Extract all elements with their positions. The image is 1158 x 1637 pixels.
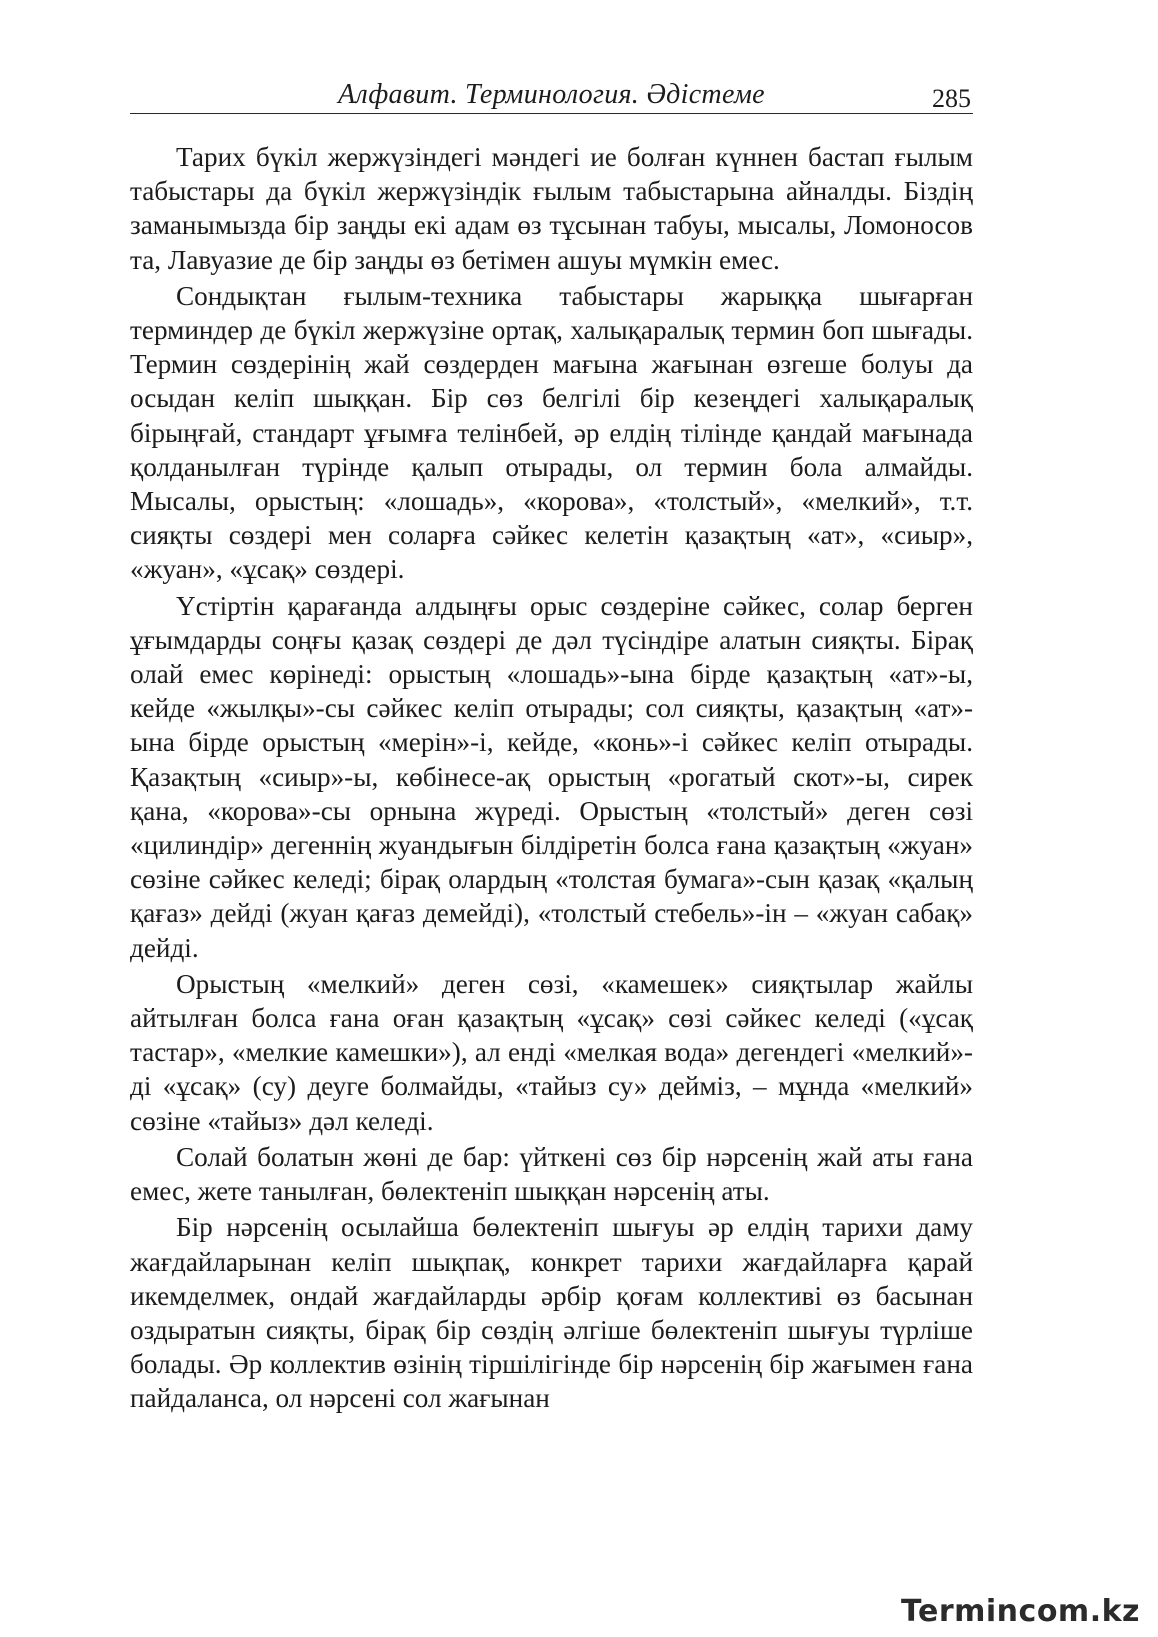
paragraph: Сондықтан ғылым-техника табыстары жарыққа шығарған терминдер де бүкіл жержүзіне ортақ, халықаралық термин боп шығады. Термин сөздерінің жай сөздерден мағына жағынан өзгеше болуы да осыдан келіп шыққан. Бір сөз белгілі бір кезеңдегі халықаралық бірыңғай, стандарт ұғымға телінбей, әр елдің тілінде қандай мағынада қолданылған түрінде қалып отырады, ол термин бола алмайды. Мысалы, орыстың: «лошадь», «корова», «толстый», «мелкий», т.т. сияқты сөздері мен соларға сәйкес келетін қазақтың «ат», «сиыр», «жуан», «ұсақ» сөздері. (130, 280, 973, 585)
body-text (130, 140, 973, 1416)
paragraph: Тарих бүкіл жержүзіндегі мәндегі ие болған күннен бастап ғылым табыстары да бүкіл жержүзіндік ғылым табыстарына айналды. Біздің заманымызда бір заңды екі адам өз тұсынан табуы, мысалы, Ломоносов та, Лавуазие де бір заңды өз бетімен ашуы мүмкін емес. (130, 142, 973, 275)
paragraph: Солай болатын жөні де бар: үйткені сөз бір нәрсенің жай аты ғана емес, жете танылған, бөлектеніп шыққан нәрсенің аты. (130, 1141, 973, 1207)
watermark-logo: Termincom.kz (901, 1594, 1140, 1629)
paragraph: Бір нәрсенің осылайша бөлектеніп шығуы әр елдің тарихи даму жағдайларынан келіп шықпақ, конкрет тарихи жағдайларға қарай икемделмек, ондай жағдайларды әрбір қоғам коллективі өз басынан оздыратын сияқты, бірақ бір сөздің әлгіше бөлектеніп шығуы түрліше болады. Әр коллектив өзінің тіршілігінде бір нәрсенің бір жағымен ғана пайдаланса, ол нәрсені сол жағынан (130, 1212, 973, 1414)
running-header (130, 76, 973, 114)
page-number: 285 (932, 84, 971, 113)
paragraph: Үстіртін қарағанда алдыңғы орыс сөздеріне сәйкес, солар берген ұғымдарды соңғы қазақ сөздері де дәл түсіндіре алатын сияқты. Бірақ олай емес көрінеді: орыстың «лошадь»-ына бірде қазақтың «ат»-ы, кейде «жылқы»-сы сәйкес келіп отырады; сол сияқты, қазақтың «ат»-ына бірде орыстың «мерін»-і, кейде, «конь»-і сәйкес келіп отырады. Қазақтың «сиыр»-ы, көбінесе-ақ орыстың «рогатый скот»-ы, сирек қана, «корова»-сы орнына жүреді. Орыстың «толстый» деген сөзі «цилиндір» дегеннің жуандығын білдіретін болса ғана қазақтың «жуан» сөзіне сәйкес келеді; бірақ олардың «толстая бумага»-сын қазақ «қалың қағаз» дейді (жуан қағаз демейді), «толстый стебель»-ін – «жуан сабақ» дейді. (130, 590, 973, 963)
paragraph: Орыстың «мелкий» деген сөзі, «камешек» сияқтылар жайлы айтылған болса ғана оған қазақтың «ұсақ» сөзі сәйкес келеді («ұсақ тастар», «мелкие камешки»), ал енді «мелкая вода» дегендегі «мелкий»-ді «ұсақ» (су) деуге болмайды, «тайыз су» дейміз, – мұнда «мелкий» сөзіне «тайыз» дәл келеді. (130, 968, 973, 1136)
header-title: Алфавит. Терминология. Әдістеме (338, 79, 765, 110)
